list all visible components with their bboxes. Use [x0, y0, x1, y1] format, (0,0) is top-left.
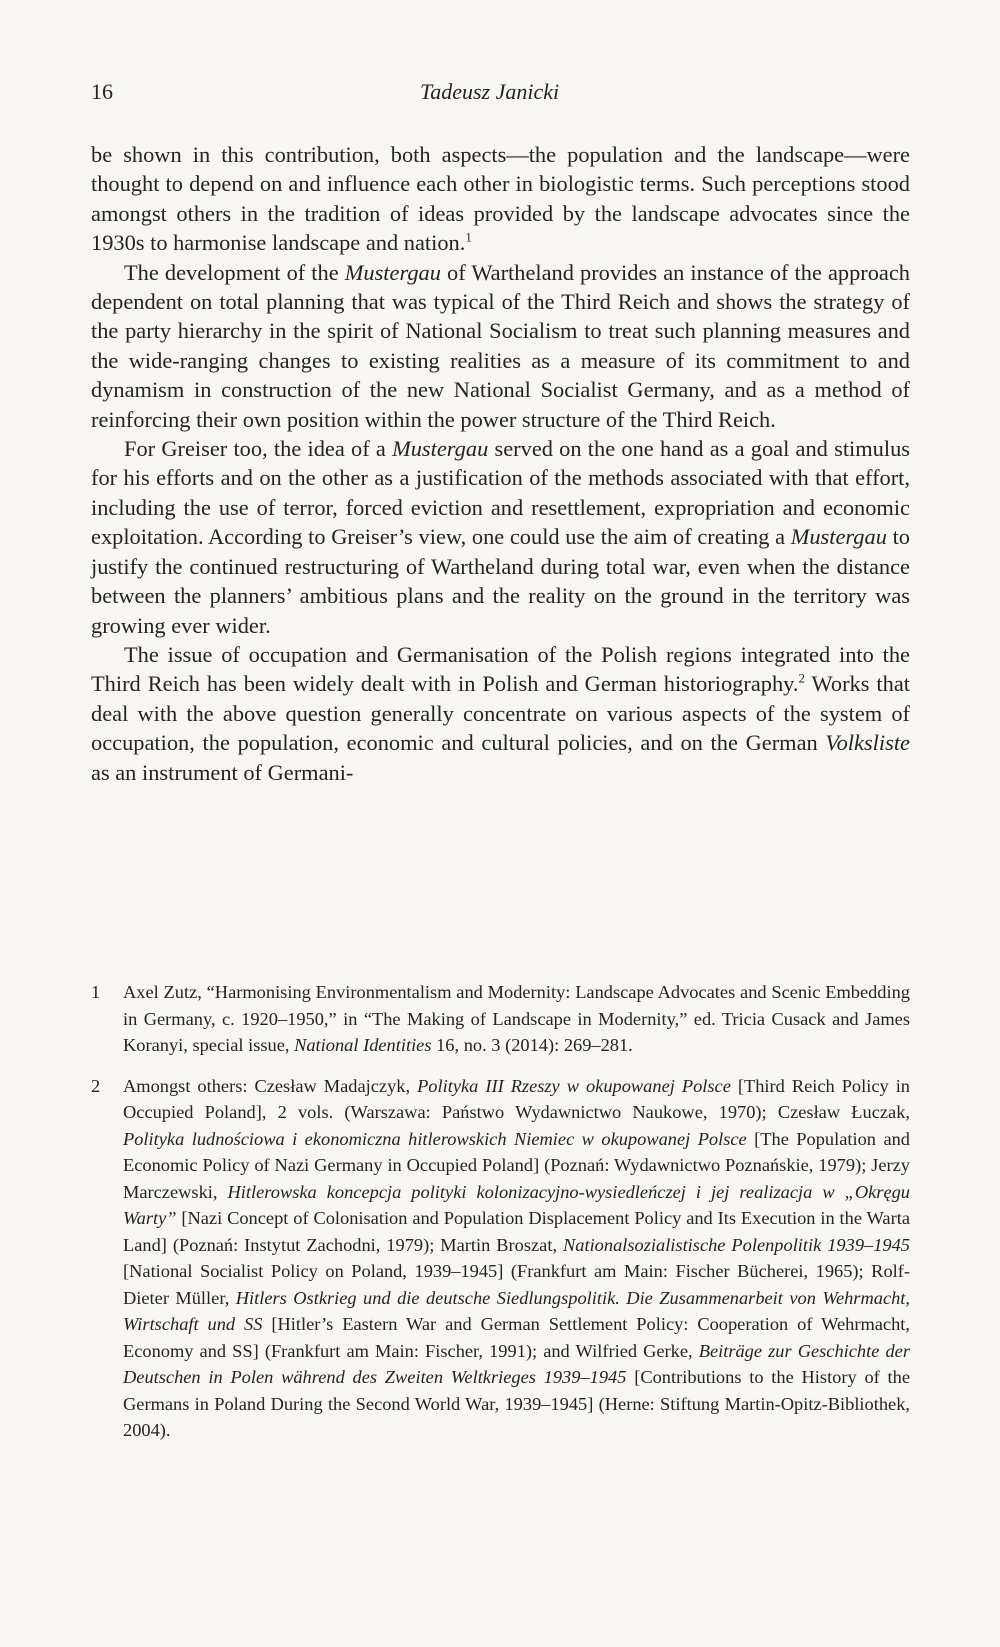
- paragraph-continuation: [91, 140, 910, 258]
- footnote-text: [The Population and Economic Policy of Nazi Germany in Occupied Poland] (Poznań: Wydawnictwo Poznańskie, 1979); Jerzy Marczewski,: [123, 1128, 910, 1202]
- main-text: [91, 140, 910, 787]
- footnote-text: [Hitler’s Eastern War and German Settlement Policy: Cooperation of Wehrmacht, Economy and SS] (Frankfurt am Main: Fischer, 1991); and Wilfried Gerke,: [123, 1314, 910, 1361]
- italic-title: Hitlers Ostkrieg und die deutsche Siedlungspolitik. Die Zusammenarbeit von Wehrmacht, Wirtschaft und SS: [123, 1287, 911, 1334]
- footnote-text: [National Socialist Policy on Poland, 1939–1945] (Frankfurt am Main: Fischer Bücherei, 1965); Rolf-Dieter Müller,: [123, 1261, 910, 1308]
- footnote-1: [91, 979, 910, 1059]
- paragraph-text: served on the one hand as a goal and stimulus for his efforts and on the other as a justification of the methods associated with that effort, including the use of terror, forced eviction and resettlement, expropriation and economic exploitation. According to Greiser’s view, one could use the aim of creating a: [91, 436, 910, 550]
- paragraph-text: to justify the continued restructuring of Wartheland during total war, even when the distance between the planners’ ambitious plans and the reality on the ground in the territory was growing ever wider.: [91, 524, 910, 638]
- footnote-text: [Contributions to the History of the Germans in Poland During the Second World War, 1939–1945] (Herne: Stiftung Martin-Opitz-Bibliothek, 2004).: [123, 1367, 910, 1440]
- page-number: 16: [91, 79, 113, 104]
- footnote-text: Axel Zutz, “Harmonising Environmentalism and Modernity: Landscape Advocates and Scenic Embedding in Germany, c. 1920–1950,” in “The Making of Landscape in Modernity,” ed. Tricia Cusack and James Koranyi, special issue,: [123, 982, 910, 1055]
- paragraph-text: Works that deal with the above question generally concentrate on various aspects of the system of occupation, the population, economic and cultural policies, and on the German: [91, 671, 910, 756]
- footnote-reference-2: 2: [798, 670, 805, 686]
- paragraph-text: as an instrument of Germani-: [91, 759, 354, 785]
- footnote-text: [Third Reich Policy in Occupied Poland], 2 vols. (Warszawa: Państwo Wydawnictwo Naukowe, 1970); Czesław Łuczak,: [123, 1075, 911, 1122]
- footnote-text: Amongst others: Czesław Madajczyk,: [123, 1075, 418, 1096]
- footnote-marker: 2: [91, 1075, 101, 1096]
- footnote-2: [91, 1073, 910, 1444]
- italic-term: Volksliste: [825, 730, 910, 756]
- italic-title: National Identities: [294, 1035, 432, 1055]
- running-head: Tadeusz Janicki: [420, 79, 560, 104]
- footnote-marker: 1: [91, 982, 101, 1002]
- footnote-text: [Nazi Concept of Colonisation and Population Displacement Policy and Its Execution in the Warta Land] (Poznań: Instytut Zachodni, 1979); Martin Broszat,: [123, 1208, 910, 1255]
- italic-title: Hitlerowska koncepcja polityki kolonizacyjno-wysiedleńczej i jej realizacja w „Okręgu Warty”: [123, 1181, 910, 1228]
- paragraph-text: of Wartheland provides an instance of the approach dependent on total planning that was typical of the Third Reich and shows the strategy of the party hierarchy in the spirit of National Socialism to treat such planning measures and the wide-ranging changes to existing realities as a measure of its commitment to and dynamism in construction of the new National Socialist Germany, and as a method of reinforcing their own position within the power structure of the Third Reich.: [91, 259, 911, 432]
- paragraph-text: The development of the: [124, 259, 345, 285]
- paragraph-text: The issue of occupation and Germanisation of the Polish regions integrated into the Third Reich has been widely dealt with in Polish and German historiography.: [91, 641, 910, 697]
- paragraph-greiser: [91, 434, 910, 640]
- italic-term: Mustergau: [344, 259, 441, 285]
- footnote-reference-1: 1: [465, 229, 472, 245]
- footnote-text: 16, no. 3 (2014): 269–281.: [431, 1035, 633, 1055]
- page-header: [0, 76, 1000, 108]
- paragraph-historiography: [91, 640, 910, 787]
- italic-term: Mustergau: [392, 436, 489, 462]
- italic-title: Nationalsozialistische Polenpolitik 1939–1945: [563, 1234, 910, 1255]
- italic-title: Polityka III Rzeszy w okupowanej Polsce: [417, 1075, 731, 1096]
- paragraph-mustergau-development: [91, 258, 910, 434]
- italic-title: Beiträge zur Geschichte der Deutschen in Polen während des Zweiten Weltkrieges 1939–1945: [123, 1340, 910, 1387]
- footnotes: [91, 979, 910, 1458]
- paragraph-text: be shown in this contribution, both aspects—the population and the landscape—were thought to depend on and influence each other in biologistic terms. Such perceptions stood amongst others in the tradition of ideas provided by the landscape advocates since the 1930s to harmonise landscape and nation.: [91, 142, 910, 256]
- italic-title: Polityka ludnościowa i ekonomiczna hitlerowskich Niemiec w okupowanej Polsce: [123, 1128, 747, 1149]
- paragraph-text: For Greiser too, the idea of a: [124, 436, 393, 462]
- italic-term: Mustergau: [790, 524, 887, 550]
